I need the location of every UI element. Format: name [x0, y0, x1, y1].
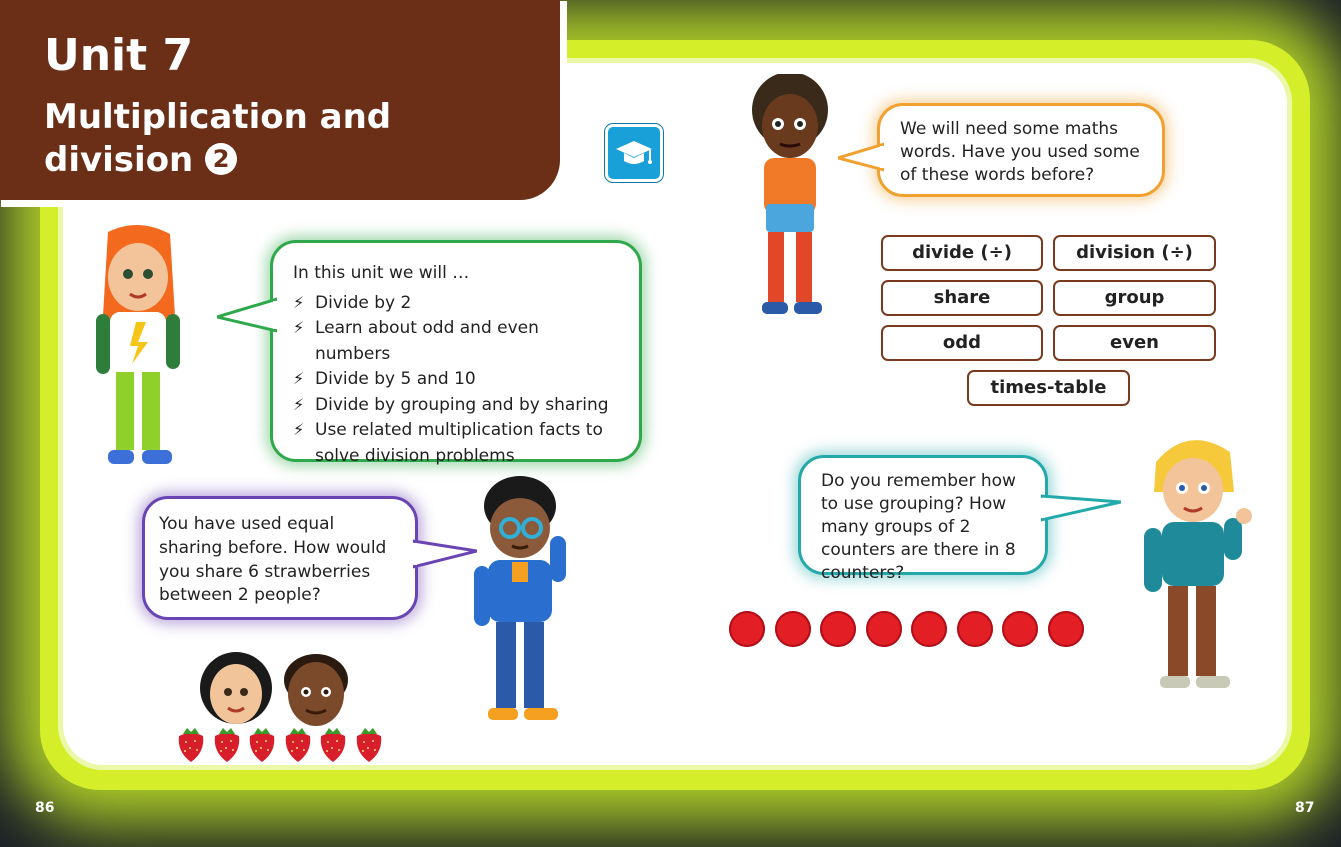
strawberry-icon [353, 726, 385, 764]
strawberry-icon [211, 726, 243, 764]
girl-orange-hair-character [88, 222, 188, 472]
unit-title: Unit 7 [44, 30, 194, 81]
lightning-icon: ⚡ [293, 318, 305, 337]
counter-dot [957, 611, 993, 647]
counter-dot [1048, 611, 1084, 647]
list-item: ⚡ Use related multiplication facts to solve division problems [293, 420, 603, 466]
lightning-icon: ⚡ [293, 292, 305, 312]
lightning-icon: ⚡ [293, 369, 305, 388]
sharing-question-bubble [142, 496, 418, 620]
counter-dot [1002, 611, 1038, 647]
girl-face-icon [200, 652, 272, 724]
unit-subtitle [44, 96, 524, 181]
two-children-faces [198, 650, 352, 730]
counter-dot [729, 611, 765, 647]
graduation-cap-icon [608, 127, 660, 179]
lightning-icon: ⚡ [293, 420, 305, 439]
strawberry-icon [317, 726, 349, 764]
counter-dot [911, 611, 947, 647]
page-number-left: 86 [35, 800, 55, 816]
unit-header [0, 0, 560, 200]
list-item: ⚡ Divide by 2 [293, 292, 412, 313]
bubble-tail [838, 142, 884, 172]
grouping-question-text: Do you remember how to use grouping? How many groups of 2 counters are there in 8 counters? [821, 471, 1016, 583]
counter-dot [866, 611, 902, 647]
strawberry-icon [246, 726, 278, 764]
strawberry-icon [175, 726, 207, 764]
boy-with-glasses-character [468, 476, 572, 726]
sharing-question-text: You have used equal sharing before. How would you share 6 strawberries between 2 people? [159, 514, 387, 606]
girl-curly-hair-character [740, 74, 840, 324]
blond-boy-character [1138, 432, 1258, 692]
unit-goals-lead: In this unit we will … [293, 263, 470, 283]
unit-goals-bubble [270, 240, 642, 466]
page-number-right: 87 [1295, 800, 1315, 816]
graduation-cap-button[interactable] [605, 124, 663, 182]
word-card-times-table: times-table [967, 370, 1130, 406]
word-card-group: group [1053, 280, 1216, 316]
list-item: ⚡ Divide by 5 and 10 [293, 369, 476, 389]
boy-face-icon [284, 654, 348, 726]
strawberry-icon [282, 726, 314, 764]
unit-part-badge: 2 [205, 143, 237, 175]
maths-words-bubble [877, 103, 1165, 197]
strawberry-row [175, 726, 385, 766]
bubble-tail [217, 295, 277, 335]
unit-subtitle-text: Multiplication and division [44, 97, 392, 180]
lightning-icon: ⚡ [293, 394, 305, 414]
word-card-division: division (÷) [1053, 235, 1216, 271]
word-card-divide: divide (÷) [881, 235, 1043, 271]
counter-dot [775, 611, 811, 647]
word-card-share: share [881, 280, 1043, 316]
maths-words-question: We will need some maths words. Have you used some of these words before? [900, 119, 1140, 185]
counter-dot [820, 611, 856, 647]
word-card-even: even [1053, 325, 1216, 361]
unit-goals-list [293, 291, 619, 470]
grouping-question-bubble [798, 455, 1048, 583]
list-item: ⚡ Divide by grouping and by sharing [293, 394, 609, 415]
bubble-tail [1041, 494, 1121, 524]
list-item: ⚡ Learn about odd and even numbers [293, 318, 539, 364]
word-card-odd: odd [881, 325, 1043, 361]
